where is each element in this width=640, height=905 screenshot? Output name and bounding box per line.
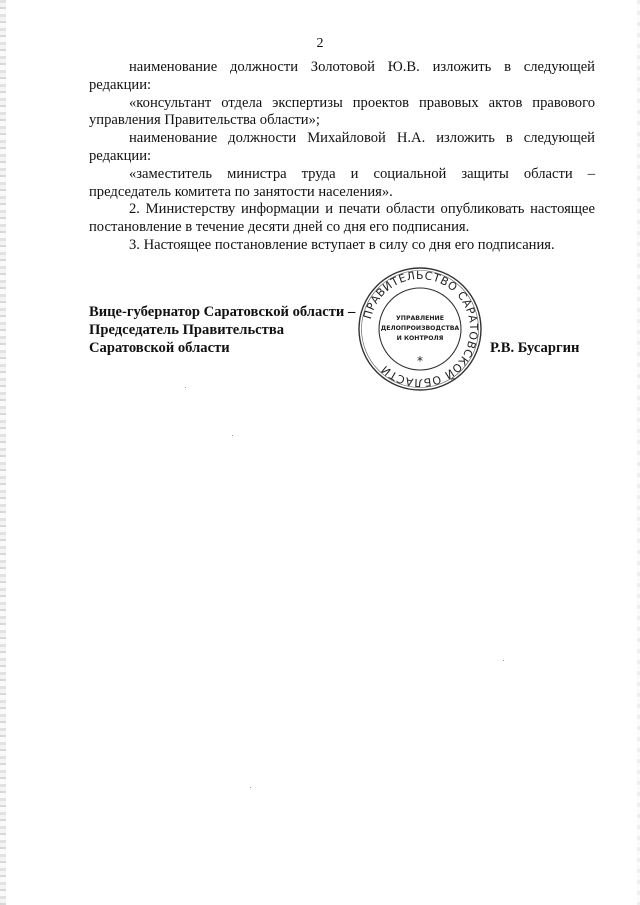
scan-speck: [503, 660, 504, 661]
paragraph: 2. Министерству информации и печати области опубликовать настоящее постановление в течение десяти дней со дня его подписания.: [89, 201, 595, 236]
seal-outer-text: ПРАВИТЕЛЬСТВО САРАТОВСКОЙ ОБЛАСТИ: [361, 268, 481, 390]
scan-speck: [185, 387, 186, 388]
scan-left-edge: [0, 0, 6, 905]
paragraph: 3. Настоящее постановление вступает в силу со дня его подписания.: [129, 236, 555, 253]
signatory-title-line: Председатель Правительства: [89, 321, 285, 338]
signatory-title-line: Вице-губернатор Саратовской области –: [89, 304, 356, 320]
seal-inner-line: УПРАВЛЕНИЕ: [396, 315, 444, 322]
seal-inner-line: И КОНТРОЛЯ: [396, 335, 444, 342]
scan-speck: [250, 787, 251, 788]
paragraph: «консультант отдела экспертизы проектов правовых актов правового управления Правительства области»;: [89, 94, 595, 129]
signatory-title: [89, 304, 355, 357]
signatory-name: Р.В. Бусаргин: [490, 340, 580, 356]
signatory-title-line: Саратовской области: [89, 339, 230, 356]
document-body: [89, 59, 595, 255]
scan-speck: [232, 435, 233, 436]
seal-inner-line: ДЕЛОПРОИЗВОДСТВА: [380, 325, 460, 332]
paragraph: наименование должности Михайловой Н.А. изложить в следующей редакции:: [89, 130, 595, 164]
official-seal-stamp: [356, 265, 484, 393]
seal-star-icon: *: [417, 354, 423, 368]
paragraph: «заместитель министра труда и социальной защиты области – председатель комитета по занятости населения».: [89, 165, 595, 200]
page-number: 2: [316, 36, 324, 51]
paragraph: наименование должности Золотовой Ю.В. изложить в следующей редакции:: [89, 59, 595, 93]
